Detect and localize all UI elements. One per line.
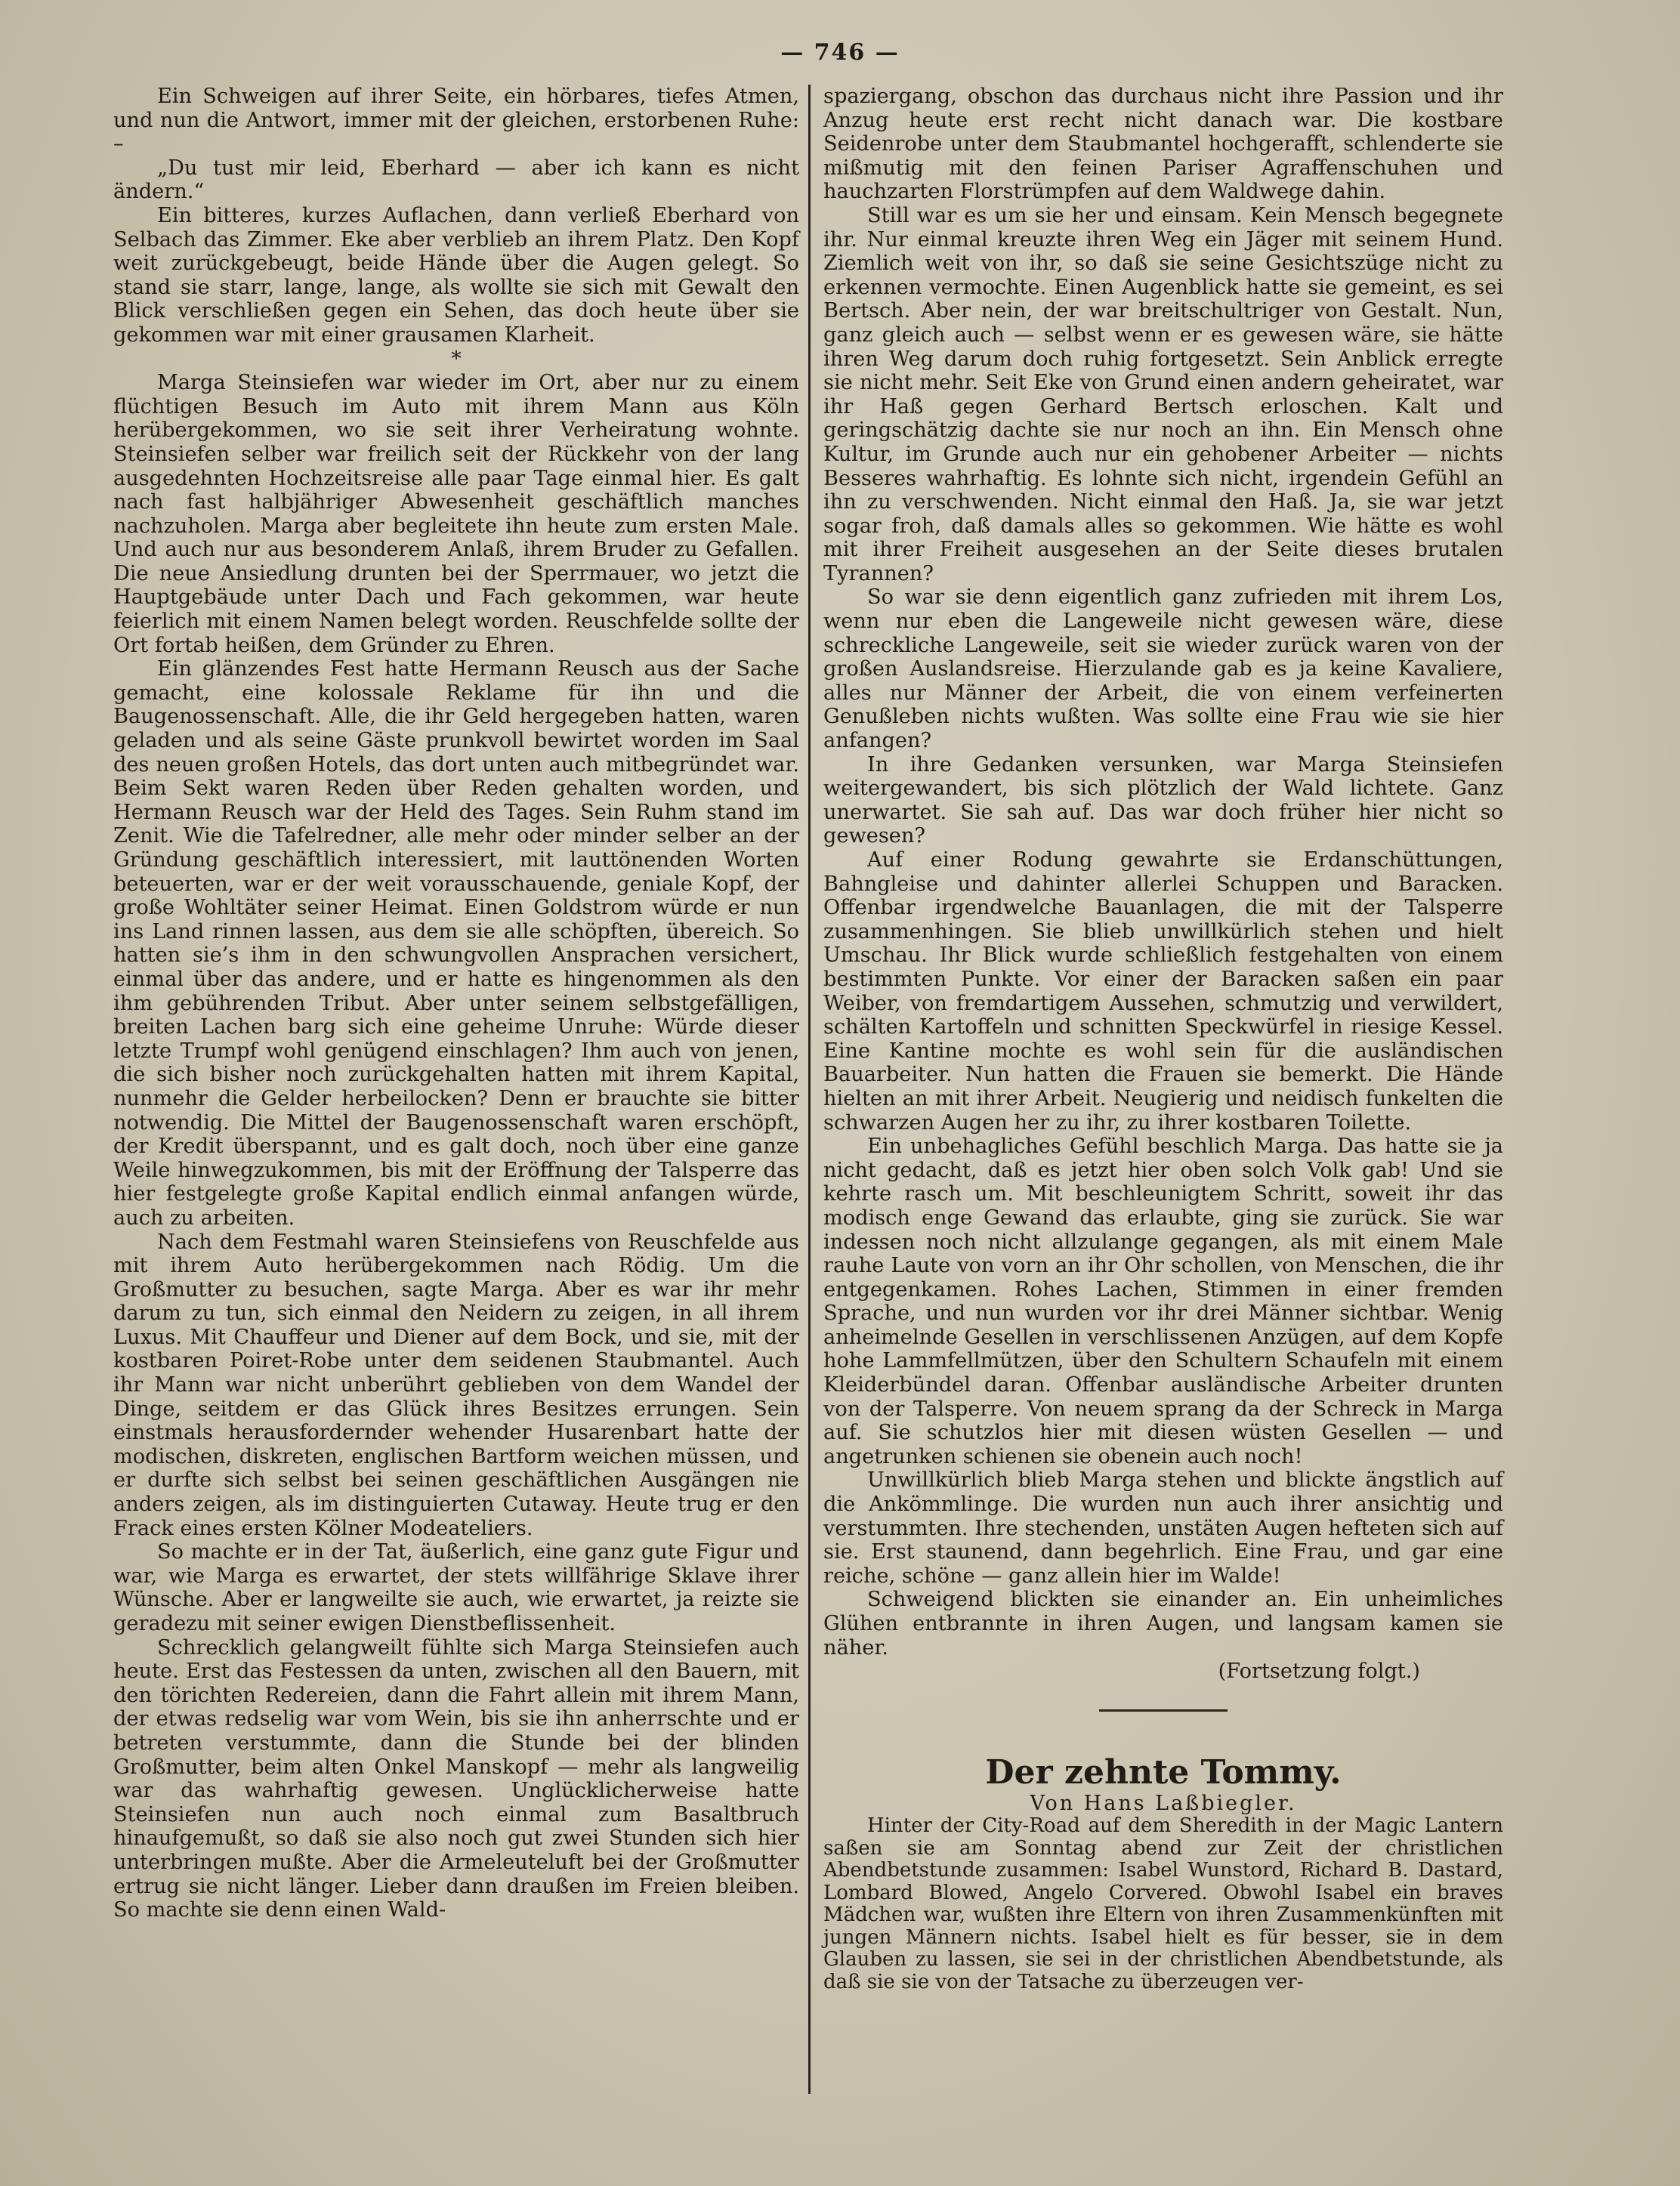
paragraph: Ein unbehagliches Gefühl beschlich Marga. Das hatte sie ja nicht gedacht, daß es jetzt hier oben solch Volk gab! Und sie kehrte rasch um. Mit beschleunigtem Schritt, soweit ihr das modisch enge Gewand das erlaubte, ging sie zurück. Sie war indessen noch nicht allzulange gegangen, als mit einem Male rauhe Laute von vorn an ihr Ohr schollen, von Menschen, die ihr entgegenkamen. Rohes Lachen, Stimmen in einer fremden Sprache, und nun wurden vor ihr drei Männer sichtbar. Wenig anheimelnde Gesellen in verschlissenen Anzügen, auf dem Kopfe hohe Lammfellmützen, über den Schultern Schaufeln mit einem Kleiderbündel daran. Offenbar ausländische Arbeiter drunten von der Talsperre. Von neuem sprang da der Schreck in Marga auf. Sie schutzlos hier mit diesen wüsten Gesellen — und angetrunken schienen sie obenein auch noch!	[823, 1135, 1503, 1468]
paragraph: Ein Schweigen auf ihrer Seite, ein hörbares, tiefes Atmen, und nun die Antwort, immer mit der gleichen, erstorbenen Ruhe: –	[113, 85, 799, 156]
story-paragraph: Hinter der City-Road auf dem Sheredith in der Magic Lantern saßen sie am Sonntag abend zur Zeit der christlichen Abendbetstunde zusammen: Isabel Wunstord, Richard B. Dastard, Lombard Blowed, Angelo Corvered. Obwohl Isabel ein braves Mädchen war, wußten ihre Eltern von ihren Zusammenkünften mit jungen Männern nichts. Isabel hielt es für besser, sie in dem Glauben zu lassen, sie sei in der christlichen Abendbetstunde, als daß sie sie von der Tatsache zu überzeugen ver-	[823, 1814, 1503, 1993]
paragraph: Schweigend blickten sie einander an. Ein unheimliches Glühen entbrannte in ihren Augen, und langsam kamen sie näher.	[823, 1588, 1503, 1660]
story-title: Der zehnte Tommy.	[985, 1752, 1342, 1792]
paragraph: In ihre Gedanken versunken, war Marga Steinsiefen weitergewandert, bis sich plötzlich der Wald lichtete. Ganz unerwartet. Sie sah auf. Das war doch früher hier nicht so gewesen?	[823, 752, 1503, 848]
paragraph: Unwillkürlich blieb Marga stehen und blickte ängstlich auf die Ankömmlinge. Die wurden nun auch ihrer ansichtig und verstummten. Ihre stechenden, unstäten Augen hefteten sich auf sie. Erst staunend, dann begehrlich. Eine Frau, und gar eine reiche, schöne — ganz allein hier im Walde!	[823, 1468, 1503, 1588]
page-number: — 746 —	[780, 39, 900, 66]
paragraph: „Du tust mir leid, Eberhard — aber ich kann es nicht ändern.“	[113, 156, 799, 204]
paragraph: Ein bitteres, kurzes Auflachen, dann verließ Eberhard von Selbach das Zimmer. Eke aber verblieb an ihrem Platz. Den Kopf weit zurückgebeugt, beide Hände über die Augen gelegt. So stand sie starr, lange, lange, als wollte sie sich mit Gewalt den Blick verschließen gegen ein Sehen, das doch heute über sie gekommen war mit einer grausamen Klarheit.	[113, 203, 799, 347]
story-byline: Von Hans Laßbiegler.	[1030, 1791, 1297, 1815]
paragraph: Schrecklich gelangweilt fühlte sich Marga Steinsiefen auch heute. Erst das Festessen da unten, zwischen all den Bauern, mit den törichten Redereien, dann die Fahrt allein mit ihrem Mann, der etwas redselig war vom Wein, bis sie ihn anherrschte und er betreten verstummte, dann die Stunde bei der blinden Großmutter, beim alten Onkel Manskopf — mehr als langweilig war das wahrhaftig gewesen. Unglücklicherweise hatte Steinsiefen nun auch noch einmal zum Basaltbruch hinaufgemußt, so daß sie also noch gut zwei Stunden sich hier unterbringen mußte. Aber die Armeleuteluft bei der Großmutter ertrug sie nicht länger. Lieber dann draußen im Freien bleiben. So machte sie denn einen Wald-	[113, 1635, 799, 1922]
paragraph: Still war es um sie her und einsam. Kein Mensch begegnete ihr. Nur einmal kreuzte ihren Weg ein Jäger mit seinem Hund. Ziemlich weit von ihr, so daß sie seine Gesichtszüge nicht zu erkennen vermochte. Einen Augenblick hatte sie gemeint, es sei Bertsch. Aber nein, der war breitschultriger von Gestalt. Nun, ganz gleich auch — selbst wenn er es gewesen wäre, sie hätte ihren Weg darum doch ruhig fortgesetzt. Sein Anblick erregte sie nicht mehr. Seit Eke von Grund einen andern geheiratet, war ihr Haß gegen Gerhard Bertsch erloschen. Kalt und geringschätzig dachte sie nur noch an ihn. Ein Mensch ohne Kultur, im Grunde auch nur ein gehobener Arbeiter — nichts Besseres wahrhaftig. Es lohnte sich nicht, irgendein Gefühl an ihn zu verschwenden. Nicht einmal den Haß. Ja, sie war jetzt sogar froh, daß damals alles so gekommen. Wie hätte es wohl mit ihrer Freiheit ausgesehen an der Seite dieses brutalen Tyrannen?	[823, 203, 1503, 585]
paragraph: Marga Steinsiefen war wieder im Ort, aber nur zu einem flüchtigen Besuch im Auto mit ihrem Mann aus Köln herübergekommen, wo sie seit ihrer Verheiratung wohnte. Steinsiefen selber war freilich seit der Rückkehr von der lang ausgedehnten Hochzeitsreise alle paar Tage einmal hier. Es galt nach fast halbjähriger Abwesenheit geschäftlich manches nachzuholen. Marga aber begleitete ihn heute zum ersten Male. Und auch nur aus besonderem Anlaß, ihrem Bruder zu Gefallen. Die neue Ansiedlung drunten bei der Sperrmauer, wo jetzt die Hauptgebäude unter Dach und Fach gekommen, war heute feierlich mit einem Namen belegt worden. Reuschfelde sollte der Ort fortab heißen, dem Gründer zu Ehren.	[113, 371, 799, 657]
paragraph: So machte er in der Tat, äußerlich, eine ganz gute Figur und war, wie Marga es erwartet, der stets willfährige Sklave ihrer Wünsche. Aber er langweilte sie auch, wie erwartet, ja reizte sie geradezu mit seiner ewigen Dienstbeflissenheit.	[113, 1540, 799, 1635]
paragraph: spaziergang, obschon das durchaus nicht ihre Passion und ihr Anzug heute erst recht nicht danach war. Die kostbare Seidenrobe unter dem Staubmantel hochgerafft, schlenderte sie mißmutig mit den feinen Pariser Agraffenschuhen und hauchzarten Florstrümpfen auf dem Waldwege dahin.	[823, 85, 1503, 204]
column-divider	[808, 85, 811, 2094]
paragraph: Auf einer Rodung gewahrte sie Erdanschüttungen, Bahngleise und dahinter allerlei Schuppen und Baracken. Offenbar irgendwelche Bauanlagen, die mit der Talsperre zusammenhingen. Sie blieb unwillkürlich stehen und hielt Umschau. Ihr Blick wurde schließlich festgehalten von einem bestimmten Punkte. Vor einer der Baracken saßen ein paar Weiber, von fremdartigem Aussehen, schmutzig und verwildert, schälten Kartoffeln und schnitten Speckwürfel in riesige Kessel. Eine Kantine mochte es wohl sein für die ausländischen Bauarbeiter. Nun hatten die Frauen sie bemerkt. Die Hände hielten an mit ihrer Arbeit. Neugierig und neidisch funkelten die schwarzen Augen her zu ihr, zu ihrer kostbaren Toilette.	[823, 848, 1503, 1135]
continued-note: (Fortsetzung folgt.)	[1218, 1660, 1420, 1684]
paragraph: Nach dem Festmahl waren Steinsiefens von Reuschfelde aus mit ihrem Auto herübergekommen nach Rödig. Um die Großmutter zu besuchen, sagte Marga. Aber es war ihr mehr darum zu tun, sich einmal den Neidern zu zeigen, in all ihrem Luxus. Mit Chauffeur und Diener auf dem Bock, und sie, mit der kostbaren Poiret-Robe unter dem seidenen Staubmantel. Auch ihr Mann war nicht unberührt geblieben von dem Wandel der Dinge, seitdem er das Glück ihres Besitzes errungen. Sein einstmals herausfordernder wehender Husarenbart hatte der modischen, diskreten, englischen Bartform weichen müssen, und er durfte sich selbst bei seinen geschäftlichen Ausgängen nie anders zeigen, als im distinguierten Cutaway. Heute trug er den Frack eines ersten Kölner Modeateliers.	[113, 1230, 799, 1540]
left-column	[113, 85, 799, 1922]
section-separator: *	[451, 347, 462, 371]
paragraph: Ein glänzendes Fest hatte Hermann Reusch aus der Sache gemacht, eine kolossale Reklame für ihn und die Baugenossenschaft. Alle, die ihr Geld hergegeben hatten, waren geladen und als seine Gäste prunkvoll bewirtet worden im Saal des neuen großen Hotels, das dort unten auch mitbegründet war. Beim Sekt waren Reden über Reden gehalten worden, und Hermann Reusch war der Held des Tages. Sein Ruhm stand im Zenit. Wie die Tafelredner, alle mehr oder minder selber an der Gründung geschäftlich interessiert, mit lauttönenden Worten beteuerten, war er der weit vorausschauende, geniale Kopf, der große Wohltäter seiner Heimat. Einen Goldstrom würde er nun ins Land rinnen lassen, aus dem sie alle schöpften, übereich. So hatten sie’s ihm in den schwungvollen Ansprachen versichert, einmal über das andere, und er hatte es hingenommen als den ihm gebührenden Tribut. Aber unter seinem selbstgefälligen, breiten Lachen barg sich eine geheime Unruhe: Würde dieser letzte Trumpf wohl genügend einschlagen? Ihm auch von jenen, die sich bisher noch zurückgehalten hatten mit ihrem Kapital, nunmehr die Gelder herbeilocken? Denn er brauchte sie bitter notwendig. Die Mittel der Baugenossenschaft waren erschöpft, der Kredit überspannt, und es galt doch, noch über eine ganze Weile hinwegzukommen, bis mit der Eröffnung der Talsperre das hier festgelegte große Kapital endlich einmal anfangen würde, auch zu arbeiten.	[113, 657, 799, 1230]
right-column	[823, 85, 1503, 1993]
paragraph: So war sie denn eigentlich ganz zufrieden mit ihrem Los, wenn nur eben die Langeweile nicht gewesen wäre, diese schreckliche Langeweile, seit sie wieder zurück waren von der großen Auslandsreise. Hierzulande gab es ja keine Kavaliere, alles nur Männer der Arbeit, die von einem verfeinerten Genußleben nichts wußten. Was sollte eine Frau wie sie hier anfangen?	[823, 585, 1503, 753]
section-rule	[1099, 1709, 1228, 1712]
